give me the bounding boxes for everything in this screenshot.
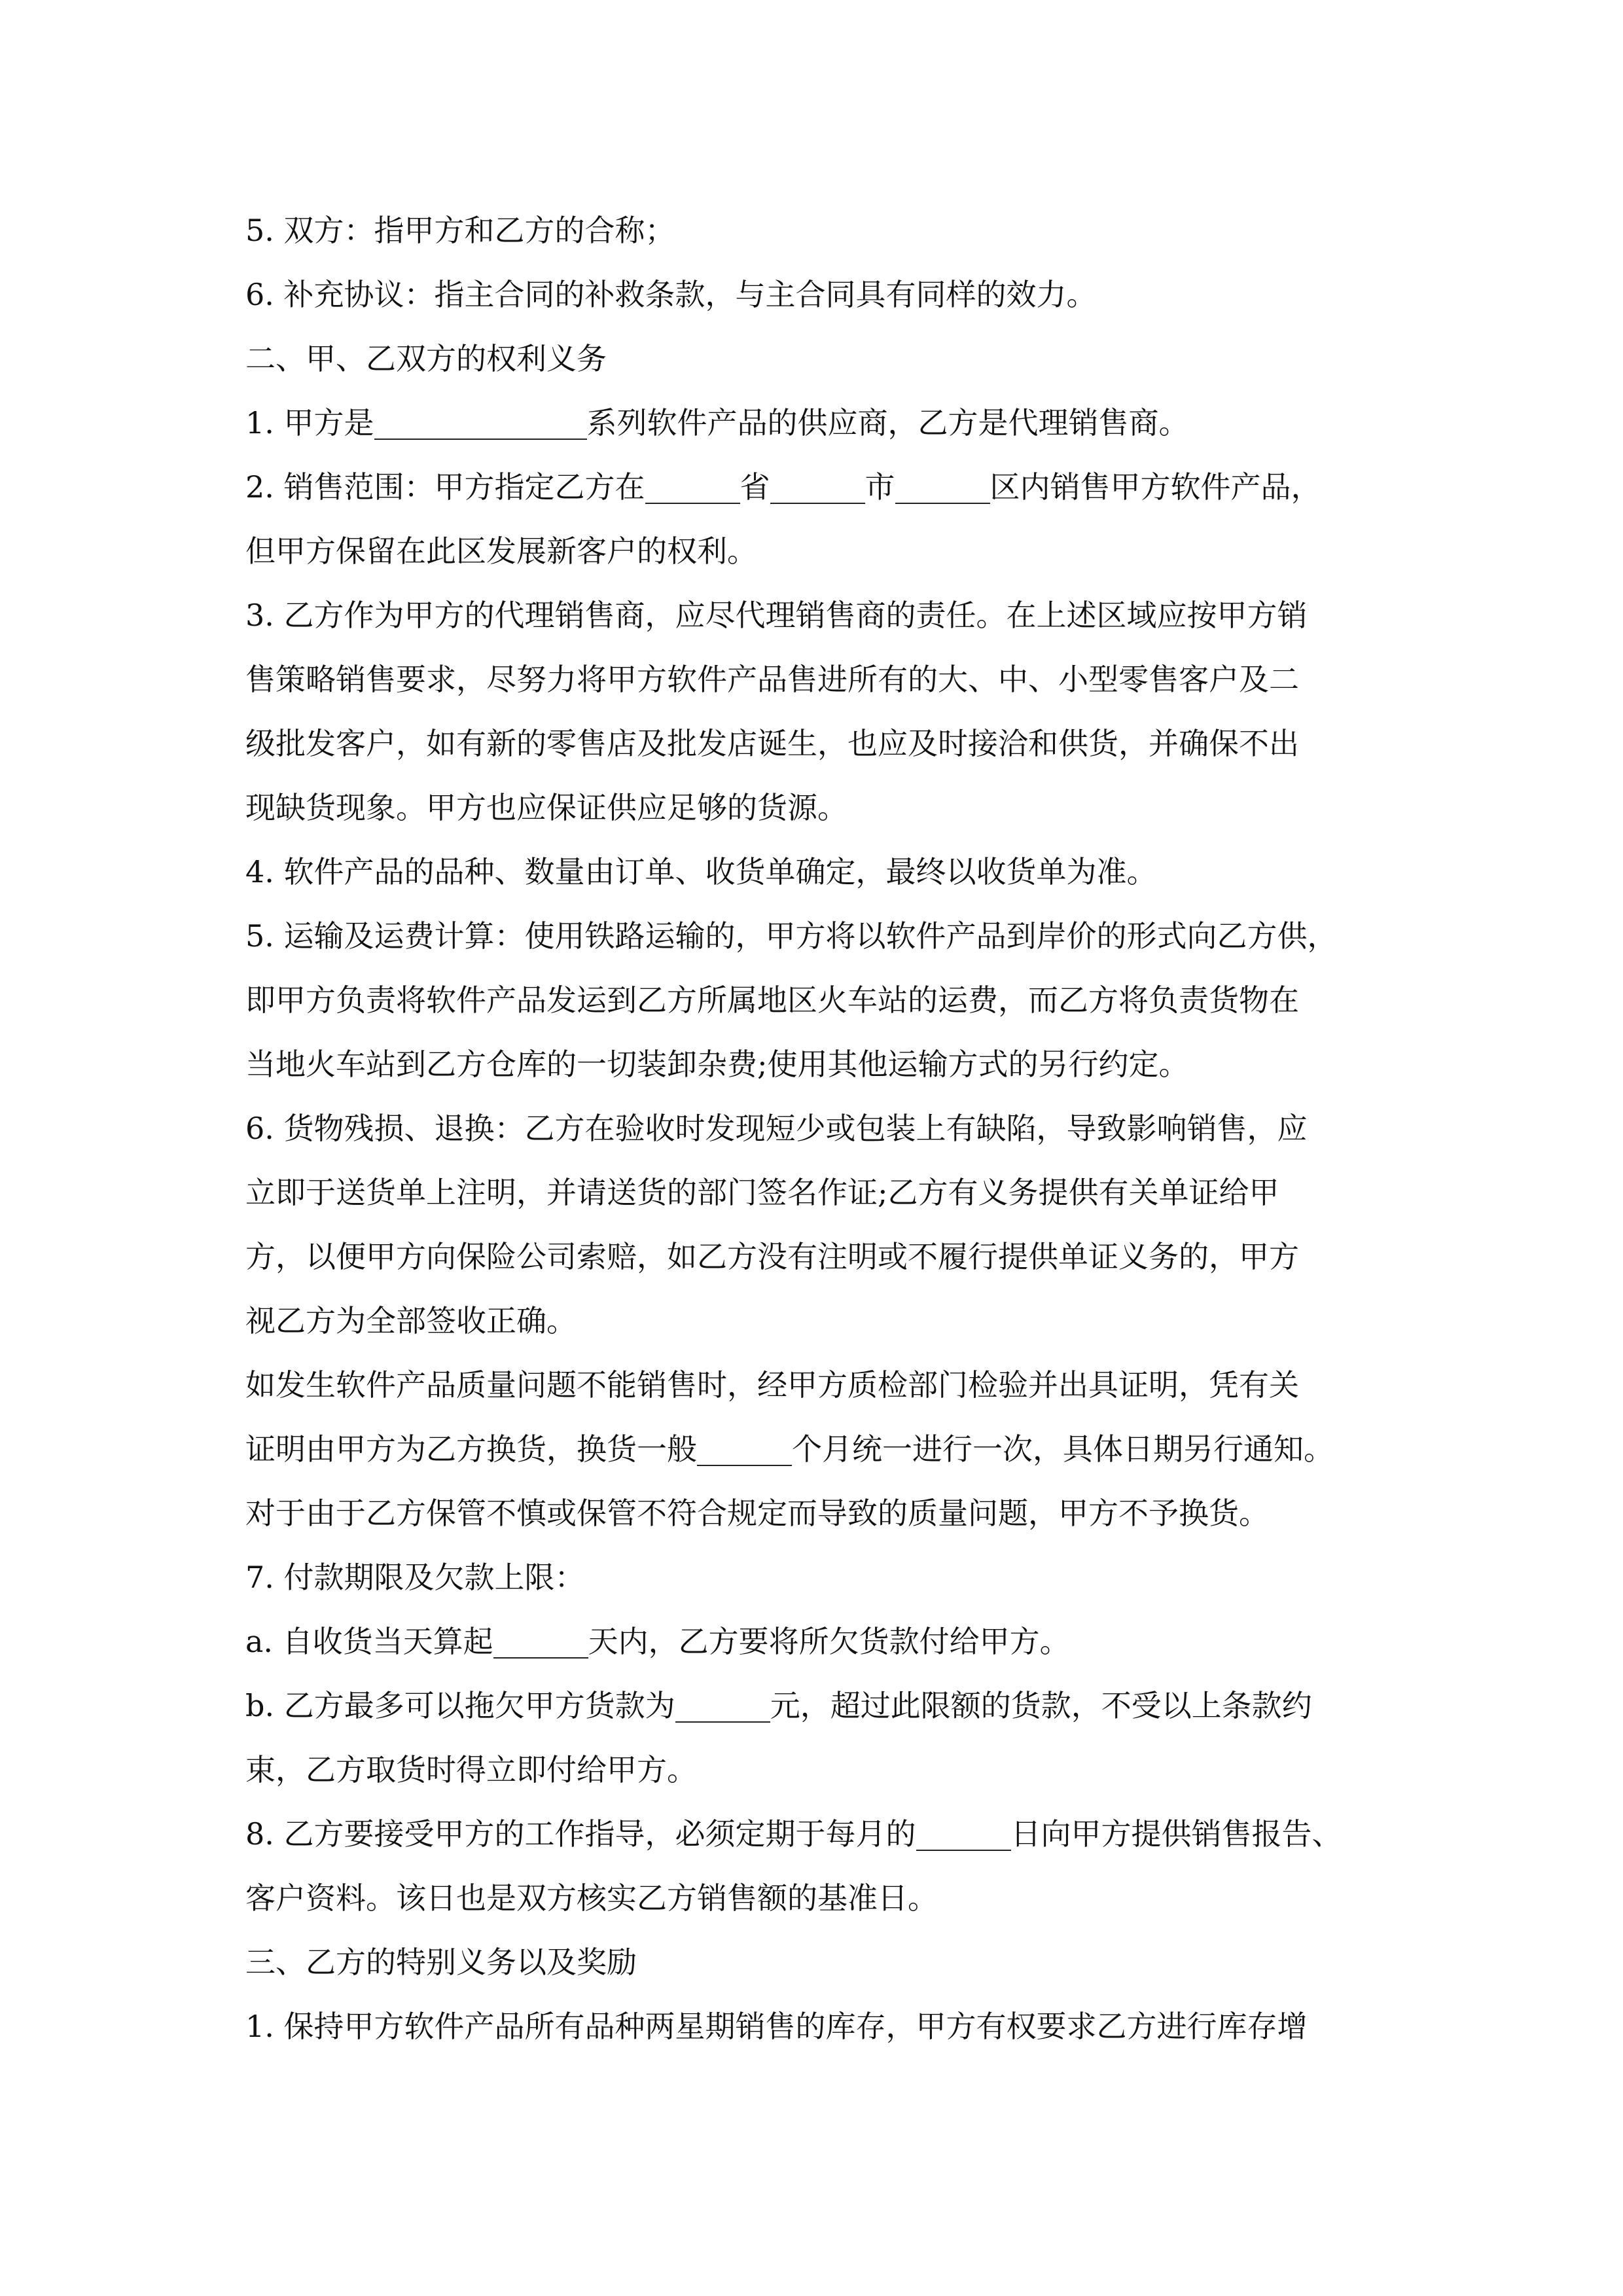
payment-term-b-suffix: 元，超过此限额的货款，不受以上条款约 — [770, 1688, 1312, 1723]
rights-clause-6-line-3: 方，以便甲方向保险公司索赔，如乙方没有注明或不履行提供单证义务的，甲方 — [245, 1239, 1299, 1274]
rights-clause-3-line-3: 级批发客户，如有新的零售店及批发店诞生，也应及时接洽和供货，并确保不出 — [245, 726, 1299, 761]
rights-clause-6-line-4: 视乙方为全部签收正确。 — [245, 1303, 577, 1338]
rights-clause-8-prefix: 8. 乙方要接受甲方的工作指导，必须定期于每月的 — [245, 1816, 916, 1852]
rights-clause-3-line-2: 售策略销售要求，尽努力将甲方软件产品售进所有的大、中、小型零售客户及二 — [245, 662, 1299, 697]
payment-term-b-cont: 束，乙方取货时得立即付给甲方。 — [245, 1752, 697, 1787]
province-label: 省 — [740, 469, 770, 505]
clause-6-supplement: 6. 补充协议：指主合同的补救条款，与主合同具有同样的效力。 — [245, 277, 1097, 312]
clause-5-parties: 5. 双方：指甲方和乙方的合称； — [245, 213, 675, 248]
rights-clause-2-cont: 但甲方保留在此区发展新客户的权利。 — [245, 533, 757, 569]
exchange-prefix: 证明由甲方为乙方换货，换货一般 — [245, 1431, 697, 1467]
province-blank — [645, 473, 740, 504]
rights-clause-6-line-2: 立即于送货单上注明，并请送货的部门签名作证;乙方有义务提供有关单证给甲 — [245, 1175, 1279, 1210]
rights-clause-4: 4. 软件产品的品种、数量由订单、收货单确定，最终以收货单为准。 — [245, 854, 1157, 889]
rights-clause-2-suffix: 区内销售甲方软件产品， — [990, 469, 1321, 505]
rights-clause-6-line-1: 6. 货物残损、退换：乙方在验收时发现短少或包装上有缺陷，导致影响销售，应 — [245, 1111, 1308, 1146]
quality-para-line-2 — [245, 1417, 1394, 1481]
rights-clause-5-line-1: 5. 运输及运费计算：使用铁路运输的，甲方将以软件产品到岸价的形式向乙方供， — [245, 918, 1338, 954]
payment-term-a — [245, 1609, 1394, 1674]
payment-term-a-suffix: 天内，乙方要将所欠货款付给甲方。 — [588, 1624, 1070, 1659]
document-body — [245, 198, 1394, 2058]
city-label: 市 — [865, 469, 895, 505]
payment-days-blank — [493, 1627, 588, 1659]
quality-para-line-1: 如发生软件产品质量问题不能销售时，经甲方质检部门检验并出具证明，凭有关 — [245, 1367, 1299, 1403]
special-duty-clause-1: 1. 保持甲方软件产品所有品种两星期销售的库存，甲方有权要求乙方进行库存增 — [245, 2009, 1308, 2044]
rights-clause-3-line-4: 现缺货现象。甲方也应保证供应足够的货源。 — [245, 790, 847, 825]
rights-clause-5-line-3: 当地火车站到乙方仓库的一切装卸杂费;使用其他运输方式的另行约定。 — [245, 1047, 1189, 1082]
rights-clause-8 — [245, 1802, 1394, 1866]
payment-term-b — [245, 1674, 1394, 1738]
rights-clause-3-line-1: 3. 乙方作为甲方的代理销售商，应尽代理销售商的责任。在上述区域应按甲方销 — [245, 598, 1308, 633]
payment-term-a-prefix: a. 自收货当天算起 — [245, 1624, 493, 1659]
quality-para-line-3: 对于由于乙方保管不慎或保管不符合规定而导致的质量问题，甲方不予换货。 — [245, 1496, 1269, 1531]
product-series-blank — [374, 408, 587, 440]
rights-clause-2-prefix: 2. 销售范围：甲方指定乙方在 — [245, 469, 645, 505]
rights-clause-8-suffix: 日向甲方提供销售报告、 — [1010, 1816, 1342, 1852]
rights-clause-1-prefix: 1. 甲方是 — [245, 405, 374, 440]
rights-clause-8-cont: 客户资料。该日也是双方核实乙方销售额的基准日。 — [245, 1880, 938, 1916]
report-day-blank — [916, 1820, 1011, 1851]
exchange-months-blank — [697, 1435, 792, 1466]
rights-clause-5-line-2: 即甲方负责将软件产品发运到乙方所属地区火车站的运费，而乙方将负责货物在 — [245, 982, 1299, 1018]
exchange-suffix: 个月统一进行一次，具体日期另行通知。 — [792, 1431, 1334, 1467]
district-blank — [895, 473, 990, 504]
city-blank — [770, 473, 865, 504]
section-2-heading: 二、甲、乙双方的权利义务 — [245, 341, 607, 376]
debt-limit-blank — [675, 1691, 770, 1723]
rights-clause-1-suffix: 系列软件产品的供应商，乙方是代理销售商。 — [586, 405, 1189, 440]
rights-clause-7-heading: 7. 付款期限及欠款上限： — [245, 1560, 585, 1595]
payment-term-b-prefix: b. 乙方最多可以拖欠甲方货款为 — [245, 1688, 675, 1723]
section-3-heading: 三、乙方的特别义务以及奖励 — [245, 1945, 637, 1980]
rights-clause-1 — [245, 391, 1394, 455]
rights-clause-2 — [245, 455, 1394, 519]
